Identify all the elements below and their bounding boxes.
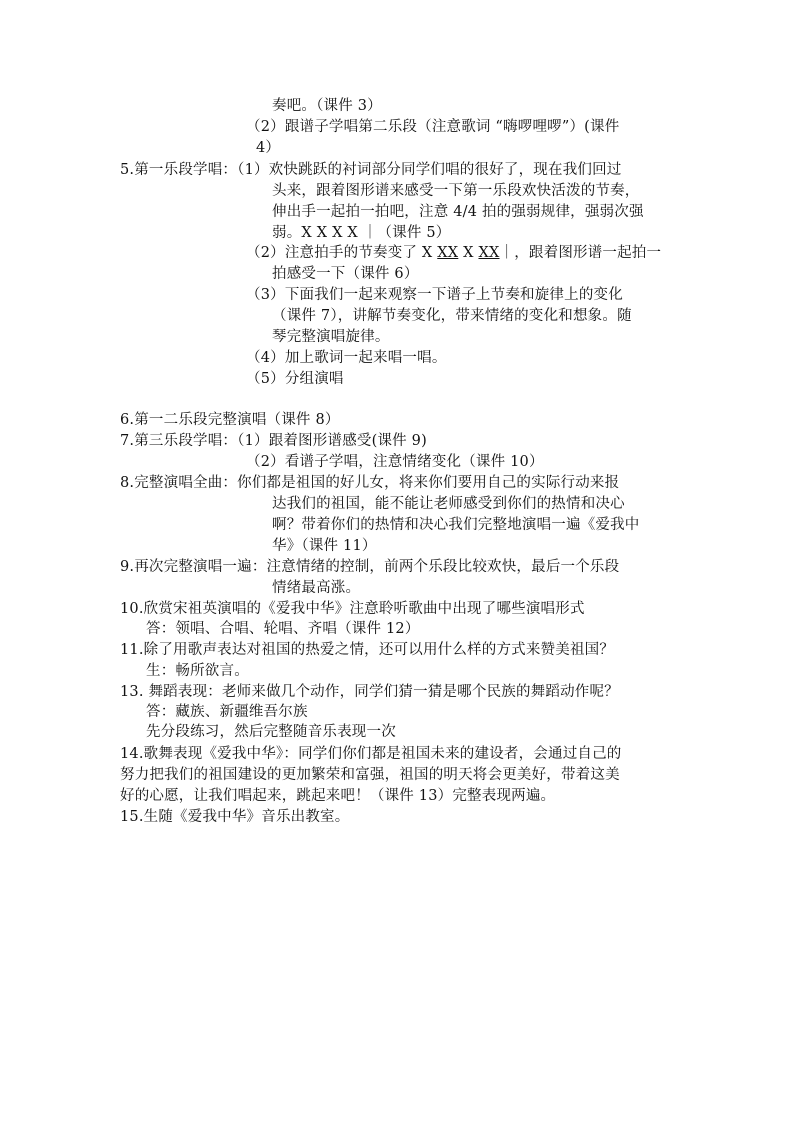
text-line: （课件 7），讲解节奏变化，带来情绪的变化和想象。随 [272,308,632,324]
text-line: （2）跟谱子学唱第二乐段（注意歌词 “嗨啰哩啰”）(课件 [246,119,620,135]
text-line: 奏吧。（课件 3） [272,98,382,114]
text-line: 9.再次完整演唱一遍：注意情绪的控制，前两个乐段比较欢快，最后一个乐段 [120,559,620,575]
text-line: 13. 舞蹈表现：老师来做几个动作，同学们猜一猜是哪个民族的舞蹈动作呢？ [120,684,619,700]
text-line: 5.第一乐段学唱：（1）欢快跳跃的衬词部分同学们唱的很好了，现在我们回过 [120,162,622,178]
text-line: 弱。X X X X ｜（课件 5） [272,225,451,241]
text-segment: X [458,245,479,261]
text-line: 达我们的祖国，能不能让老师感受到你们的热情和决心 [272,496,625,512]
text-line: 伸出手一起拍一拍吧，注意 4/4 拍的强弱规律，强弱次强 [272,204,644,220]
text-line: 华》（课件 11） [272,538,377,554]
underlined-rhythm: XX [478,245,500,261]
underlined-rhythm: XX [437,245,459,261]
text-line: 琴完整演唱旋律。 [272,329,390,345]
text-line: 情绪最高涨。 [272,580,361,596]
text-line: 先分段练习，然后完整随音乐表现一次 [146,724,396,740]
text-line: 11.除了用歌声表达对祖国的热爱之情，还可以用什么样的方式来赞美祖国？ [120,642,615,658]
text-line: （5）分组演唱 [246,371,344,387]
text-line: 6.第一二乐段完整演唱（课件 8） [120,412,340,428]
text-line: 4） [256,140,281,156]
rhythm-line [246,243,661,263]
text-line: 7.第三乐段学唱：（1）跟着图形谱感受(课件 9) [120,433,427,449]
text-line: （3）下面我们一起来观察一下谱子上节奏和旋律上的变化 [246,287,623,303]
text-segment: ｜，跟着图形谱一起拍一 [499,245,662,261]
text-line: 14.歌舞表现《爱我中华》：同学们你们都是祖国未来的建设者，会通过自己的 [120,746,622,762]
text-line: 15.生随《爱我中华》音乐出教室。 [120,809,350,825]
text-line: 啊？带着你们的热情和决心我们完整地演唱一遍《爱我中 [272,517,640,533]
text-line: 努力把我们的祖国建设的更加繁荣和富强，祖国的明天将会更美好，带着这美 [120,767,620,783]
text-line: 答：领唱、合唱、轮唱、齐唱（课件 12） [146,621,420,637]
text-line: （2）看谱子学唱，注意情绪变化（课件 10） [246,454,544,470]
text-line: 生：畅所欲言。 [146,663,249,679]
text-line: 拍感受一下（课件 6） [272,266,419,282]
text-line: 10.欣赏宋祖英演唱的《爱我中华》注意聆听歌曲中出现了哪些演唱形式 [120,601,585,617]
text-line: 好的心愿，让我们唱起来，跳起来吧！（课件 13）完整表现两遍。 [120,788,556,804]
text-line: 头来，跟着图形谱来感受一下第一乐段欢快活泼的节奏， [272,183,640,199]
text-segment: （2）注意拍手的节奏变了 X [246,245,438,261]
text-line: 8.完整演唱全曲：你们都是祖国的好儿女，将来你们要用自己的实际行动来报 [120,475,620,491]
text-line: 答：藏族、新疆维吾尔族 [146,704,308,720]
text-line: （4）加上歌词一起来唱一唱。 [246,350,447,366]
